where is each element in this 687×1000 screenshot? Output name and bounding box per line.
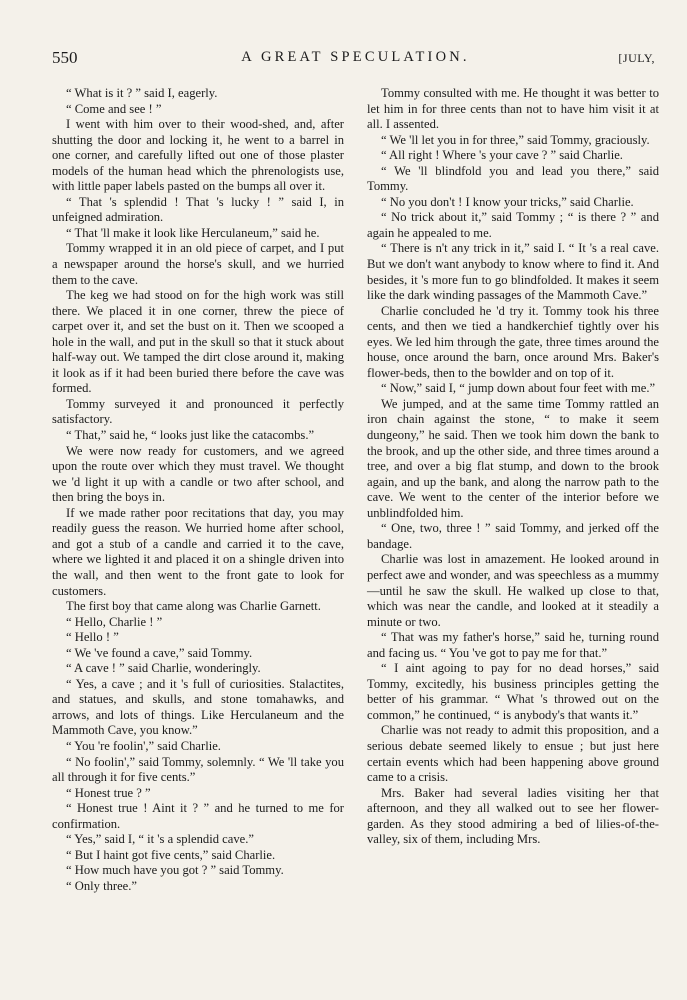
paragraph: “ One, two, three ! ” said Tommy, and jerked off the bandage.: [367, 521, 659, 551]
paragraph: “ Hello ! ”: [66, 630, 119, 645]
paragraph: “ I aint agoing to pay for no dead horses,” said Tommy, excitedly, his business principles getting the better of his grammar. “ What 's throwed out on the common,” he continued, “ is anybody's that wants it.”: [367, 661, 659, 722]
paragraph: “ We 'll let you in for three,” said Tommy, graciously.: [381, 132, 650, 147]
paragraph: “ Only three.”: [66, 878, 137, 893]
paragraph: “ That 'll make it look like Herculaneum,” said he.: [66, 225, 320, 240]
paragraph: “ That 's splendid ! That 's lucky ! ” said I, in unfeigned admiration.: [52, 194, 344, 225]
paragraph: “ No foolin',” said Tommy, solemnly. “ We 'll take you all through it for five cents.”: [52, 754, 344, 785]
paragraph: We jumped, and at the same time Tommy rattled an iron chain against the stone, “ to make it seem dungeony,” he said. Then we took him down the bank to the brook, and up the other side, and three times around a tree, and over a big flat stump, and down to the brook again, and up the bank, and along the narrow path to the cave. We went to the center of the interior before we unblindfolded him.: [367, 396, 659, 520]
paragraph: “ We 'll blindfold you and lead you there,” said Tommy.: [367, 163, 659, 194]
running-head: [52, 38, 659, 74]
paragraph: “ No trick about it,” said Tommy ; “ is there ? ” and again he appealed to me.: [367, 210, 659, 240]
right-column: [367, 86, 659, 894]
paragraph: “ That,” said he, “ looks just like the catacombs.”: [66, 428, 315, 443]
left-column: [52, 86, 344, 894]
paragraph: Tommy wrapped it in an old piece of carpet, and I put a newspaper around the horse's skull, and we hurried them to the cave.: [52, 241, 344, 287]
paragraph: Tommy surveyed it and pronounced it perfectly satisfactory.: [52, 396, 344, 427]
paragraph: I went with him over to their wood-shed, and, after shutting the door and locking it, he went to a barrel in one corner, and carefully lifted out one of those plaster models of the human head which the phrenologists use, with little paper labels pasted on the bumps all over it.: [52, 117, 344, 194]
paragraph: “ There is n't any trick in it,” said I. “ It 's a real cave. But we don't want anybody to know where to find it. And besides, it 's more fun to go blindfolded. It makes it seem like the dark winding passages of the Mammoth Cave.”: [367, 241, 659, 303]
paragraph: “ Honest true ? ”: [66, 785, 151, 800]
paragraph: We were now ready for customers, and we agreed upon the route over which they must travel. We thought we 'd light it up with a candle or two after school, and then bring the boys in.: [52, 443, 344, 505]
paragraph: Charlie was not ready to admit this proposition, and a serious debate seemed likely to ensue ; but just here certain events which had been happening above ground came to a crisis.: [367, 723, 659, 785]
paragraph: “ Come and see ! ”: [66, 101, 162, 116]
running-month: [JULY,: [618, 51, 655, 65]
page-number: 550: [52, 48, 78, 67]
paragraph: “ We 've found a cave,” said Tommy.: [66, 645, 253, 660]
paragraph: “ How much have you got ? ” said Tommy.: [66, 863, 284, 878]
text-columns: [52, 86, 659, 894]
paragraph: Tommy consulted with me. He thought it was better to let him in for three cents than not to have him visit it at all. I assented.: [367, 86, 659, 132]
paragraph: “ You 're foolin',” said Charlie.: [66, 738, 221, 753]
running-title: A GREAT SPECULATION.: [241, 49, 470, 65]
paragraph: “ Hello, Charlie ! ”: [66, 614, 163, 629]
paragraph: “ Honest true ! Aint it ? ” and he turned to me for confirmation.: [52, 801, 344, 831]
paragraph: “ No you don't ! I know your tricks,” said Charlie.: [381, 194, 634, 209]
paragraph: “ What is it ? ” said I, eagerly.: [66, 86, 218, 100]
paragraph: “ All right ! Where 's your cave ? ” said Charlie.: [381, 148, 623, 163]
paragraph: “ Now,” said I, “ jump down about four feet with me.”: [381, 381, 656, 396]
paragraph: “ But I haint got five cents,” said Charlie.: [66, 847, 276, 862]
paragraph: “ Yes, a cave ; and it 's full of curiosities. Stalactites, and statues, and skulls, and stone tomahawks, and arrows, and lots of things. Like Herculaneum and the Mammoth Cave, you know.”: [52, 676, 344, 738]
paragraph: “ That was my father's horse,” said he, turning round and facing us. “ You 've got to pay me for that.”: [367, 630, 659, 660]
paragraph: “ A cave ! ” said Charlie, wonderingly.: [66, 661, 261, 676]
paragraph: “ Yes,” said I, “ it 's a splendid cave.”: [66, 832, 254, 847]
paragraph: If we made rather poor recitations that day, you may readily guess the reason. We hurried home after school, and got a stub of a candle and carried it to the cave, where we lighted it and placed it on a shingle driven into the wall, and then went to the front gate to look for customers.: [52, 505, 344, 598]
paragraph: Charlie was lost in amazement. He looked around in perfect awe and wonder, and was speechless as a mummy—until he saw the skull. He walked up close to that, which was near the candle, and looked at it steadily a minute or two.: [367, 552, 659, 629]
paragraph: Charlie concluded he 'd try it. Tommy took his three cents, and then we tied a handkerchief tightly over his eyes. We led him through the gate, three times around the house, once around the barn, once around Mrs. Baker's flower-beds, then to the bowlder and on top of it.: [367, 303, 659, 380]
paragraph: The keg we had stood on for the high work was still there. We placed it in one corner, threw the piece of carpet over it, and set the bust on it. Then we scooped a hole in the wall, and put in the skull so that it stuck about half-way out. We tamped the dirt close around it, making it look as if it had been buried there before the cave was formed.: [52, 288, 344, 396]
paragraph: The first boy that came along was Charlie Garnett.: [66, 599, 321, 614]
paragraph: Mrs. Baker had several ladies visiting her that afternoon, and they all walked out to see her flower-garden. As they stood admiring a bed of lilies-of-the-valley, six of them, including Mrs.: [367, 785, 659, 847]
